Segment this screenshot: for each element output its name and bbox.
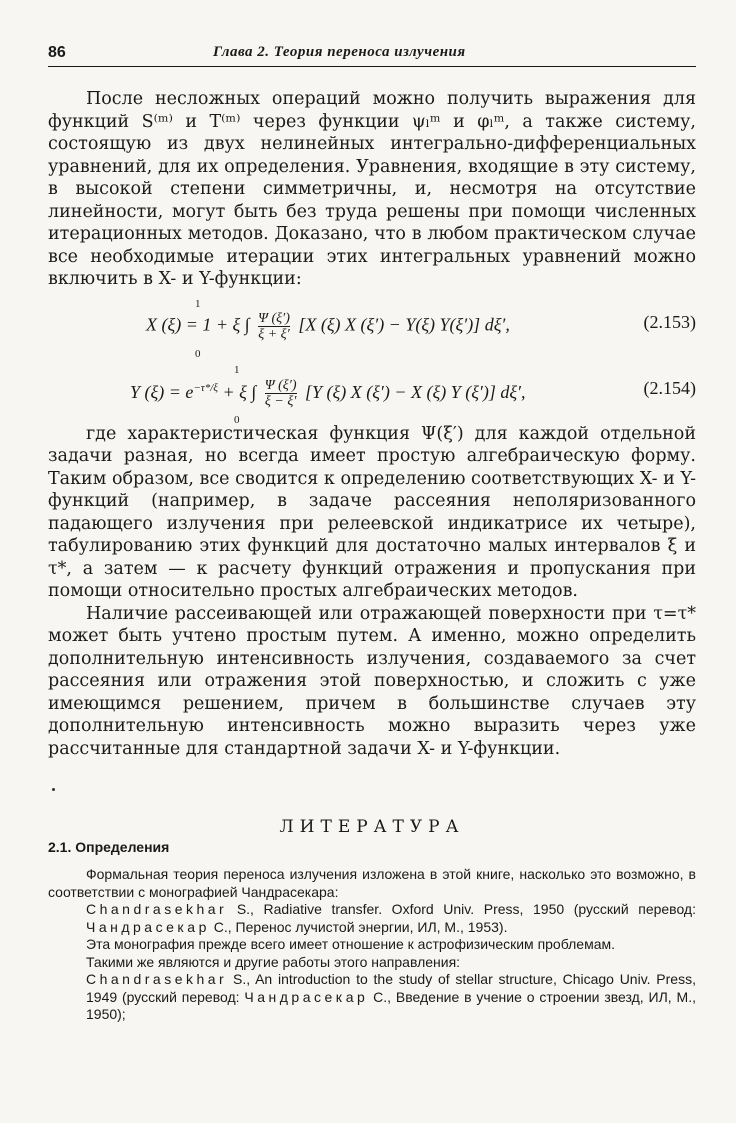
stray-dot <box>52 788 55 791</box>
paragraph-2: где характеристическая функция Ψ(ξ′) для каждой отдельной задачи разная, но всегда имеет простую алгебраическую форму. Таким образом, все сводится к определению соответствующих X- и Y-функций (например, в задаче рассеяния неполяризованного падающего излучения при релеевской индикатрисе их четыре), табулированию этих функций для достаточно малых интервалов ξ и τ*, а затем — к расчету функций отражения и пропускания при помощи относительно простых алгебраических методов. <box>48 423 696 601</box>
eq2-formula <box>130 377 526 409</box>
ref1-text2: С., Перенос лучистой энергии, ИЛ, М., 1953). <box>209 918 508 935</box>
eq1-formula <box>146 311 510 342</box>
ref1-text: S., Radiative transfer. Oxford Univ. Press, 1950 (русский перевод: <box>227 901 696 917</box>
eq1-fraction-denominator: ξ + ξ′ <box>258 326 290 342</box>
eq1-lhs: X (ξ) = 1 + ξ ∫ <box>146 314 250 335</box>
ref-intro: Формальная теория переноса излучения изложена в этой книге, насколько это возможно, в соответствии с монографией Чандрасекара: <box>48 866 696 900</box>
eq2-exponent: −τ*/ξ <box>193 381 218 394</box>
eq2-fraction-numerator: Ψ (ξ′) <box>264 377 297 393</box>
ref-chandrasekhar-1949 <box>48 971 696 1024</box>
eq1-upper-limit: 1 <box>195 297 201 310</box>
equation-2-153 <box>48 291 696 360</box>
ref2-author-ru: Чандрасекар <box>244 988 369 1005</box>
literature-title: ЛИТЕРАТУРА <box>279 817 465 837</box>
running-title: Глава 2. Теория переноса излучения <box>213 44 466 60</box>
eq2-fraction-denominator: ξ − ξ′ <box>264 393 297 409</box>
eq2-lower-limit: 0 <box>234 413 240 426</box>
eq2-lhs: Y (ξ) = e <box>130 381 194 402</box>
references <box>48 866 696 1024</box>
subsection-title: 2.1. Определения <box>48 839 170 855</box>
main-text <box>48 88 696 855</box>
ref2-text: S., An introduction to the study of stellar structure, Chicago Univ. Press, 1949 (русский перевод: <box>86 971 696 1005</box>
eq2-mid: + ξ ∫ <box>222 381 257 402</box>
ref2-text2: С., Введение в учение о строении звезд, ИЛ, М., 1950); <box>86 988 696 1022</box>
ref2-author: Chandrasekhar <box>86 971 228 987</box>
eq1-lower-limit: 0 <box>195 347 201 360</box>
equation-2-154 <box>48 357 696 426</box>
eq1-rest: [X (ξ) X (ξ′) − Y(ξ) Y(ξ′)] dξ′, <box>298 314 510 335</box>
eq2-upper-limit: 1 <box>234 363 240 376</box>
paragraph-1: После несложных операций можно получить выражения для функций S⁽ᵐ⁾ и T⁽ᵐ⁾ через функции ψₗᵐ и φₗᵐ, а также систему, состоящую из двух нелинейных интегрально-дифференциальных уравнений, для их определения. Уравнения, входящие в эту систему, в высокой степени симметричны, и, несмотря на отсутствие линейности, могут быть без труда решены при помощи численных итерационных методов. Доказано, что в любом практическом случае все необходимые итерации этих интегральных уравнений можно включить в X- и Y-функции: <box>48 89 696 289</box>
eq2-rest: [Y (ξ) X (ξ′) − X (ξ) Y (ξ′)] dξ′, <box>305 381 526 402</box>
paragraph-3: Наличие рассеивающей или отражающей поверхности при τ=τ* может быть учтено простым путем. А именно, можно определить дополнительную интенсивность излучения, создаваемого за счет рассеяния или отражения этой поверхностью, и сложить с уже имеющимся решением, причем в большинстве случаев эту дополнительную интенсивность можно выразить через уже рассчитанные для стандартной задачи X- и Y-функции. <box>48 603 696 759</box>
page-number: 86 <box>48 44 66 61</box>
ref-note-2: Такими же являются и другие работы этого направления: <box>86 953 461 970</box>
eq2-number: (2.154) <box>643 377 696 398</box>
eq1-number: (2.153) <box>643 311 696 332</box>
header-rule <box>48 66 696 67</box>
ref-chandrasekhar-1950 <box>48 901 696 936</box>
page-header <box>48 44 698 66</box>
ref-note: Эта монография прежде всего имеет отношение к астрофизическим проблемам. <box>86 936 615 952</box>
ref1-author-ru: Чандрасекар <box>86 918 210 935</box>
ref1-author: Chandrasekhar <box>86 901 228 917</box>
eq1-fraction-numerator: Ψ (ξ′) <box>258 310 290 326</box>
